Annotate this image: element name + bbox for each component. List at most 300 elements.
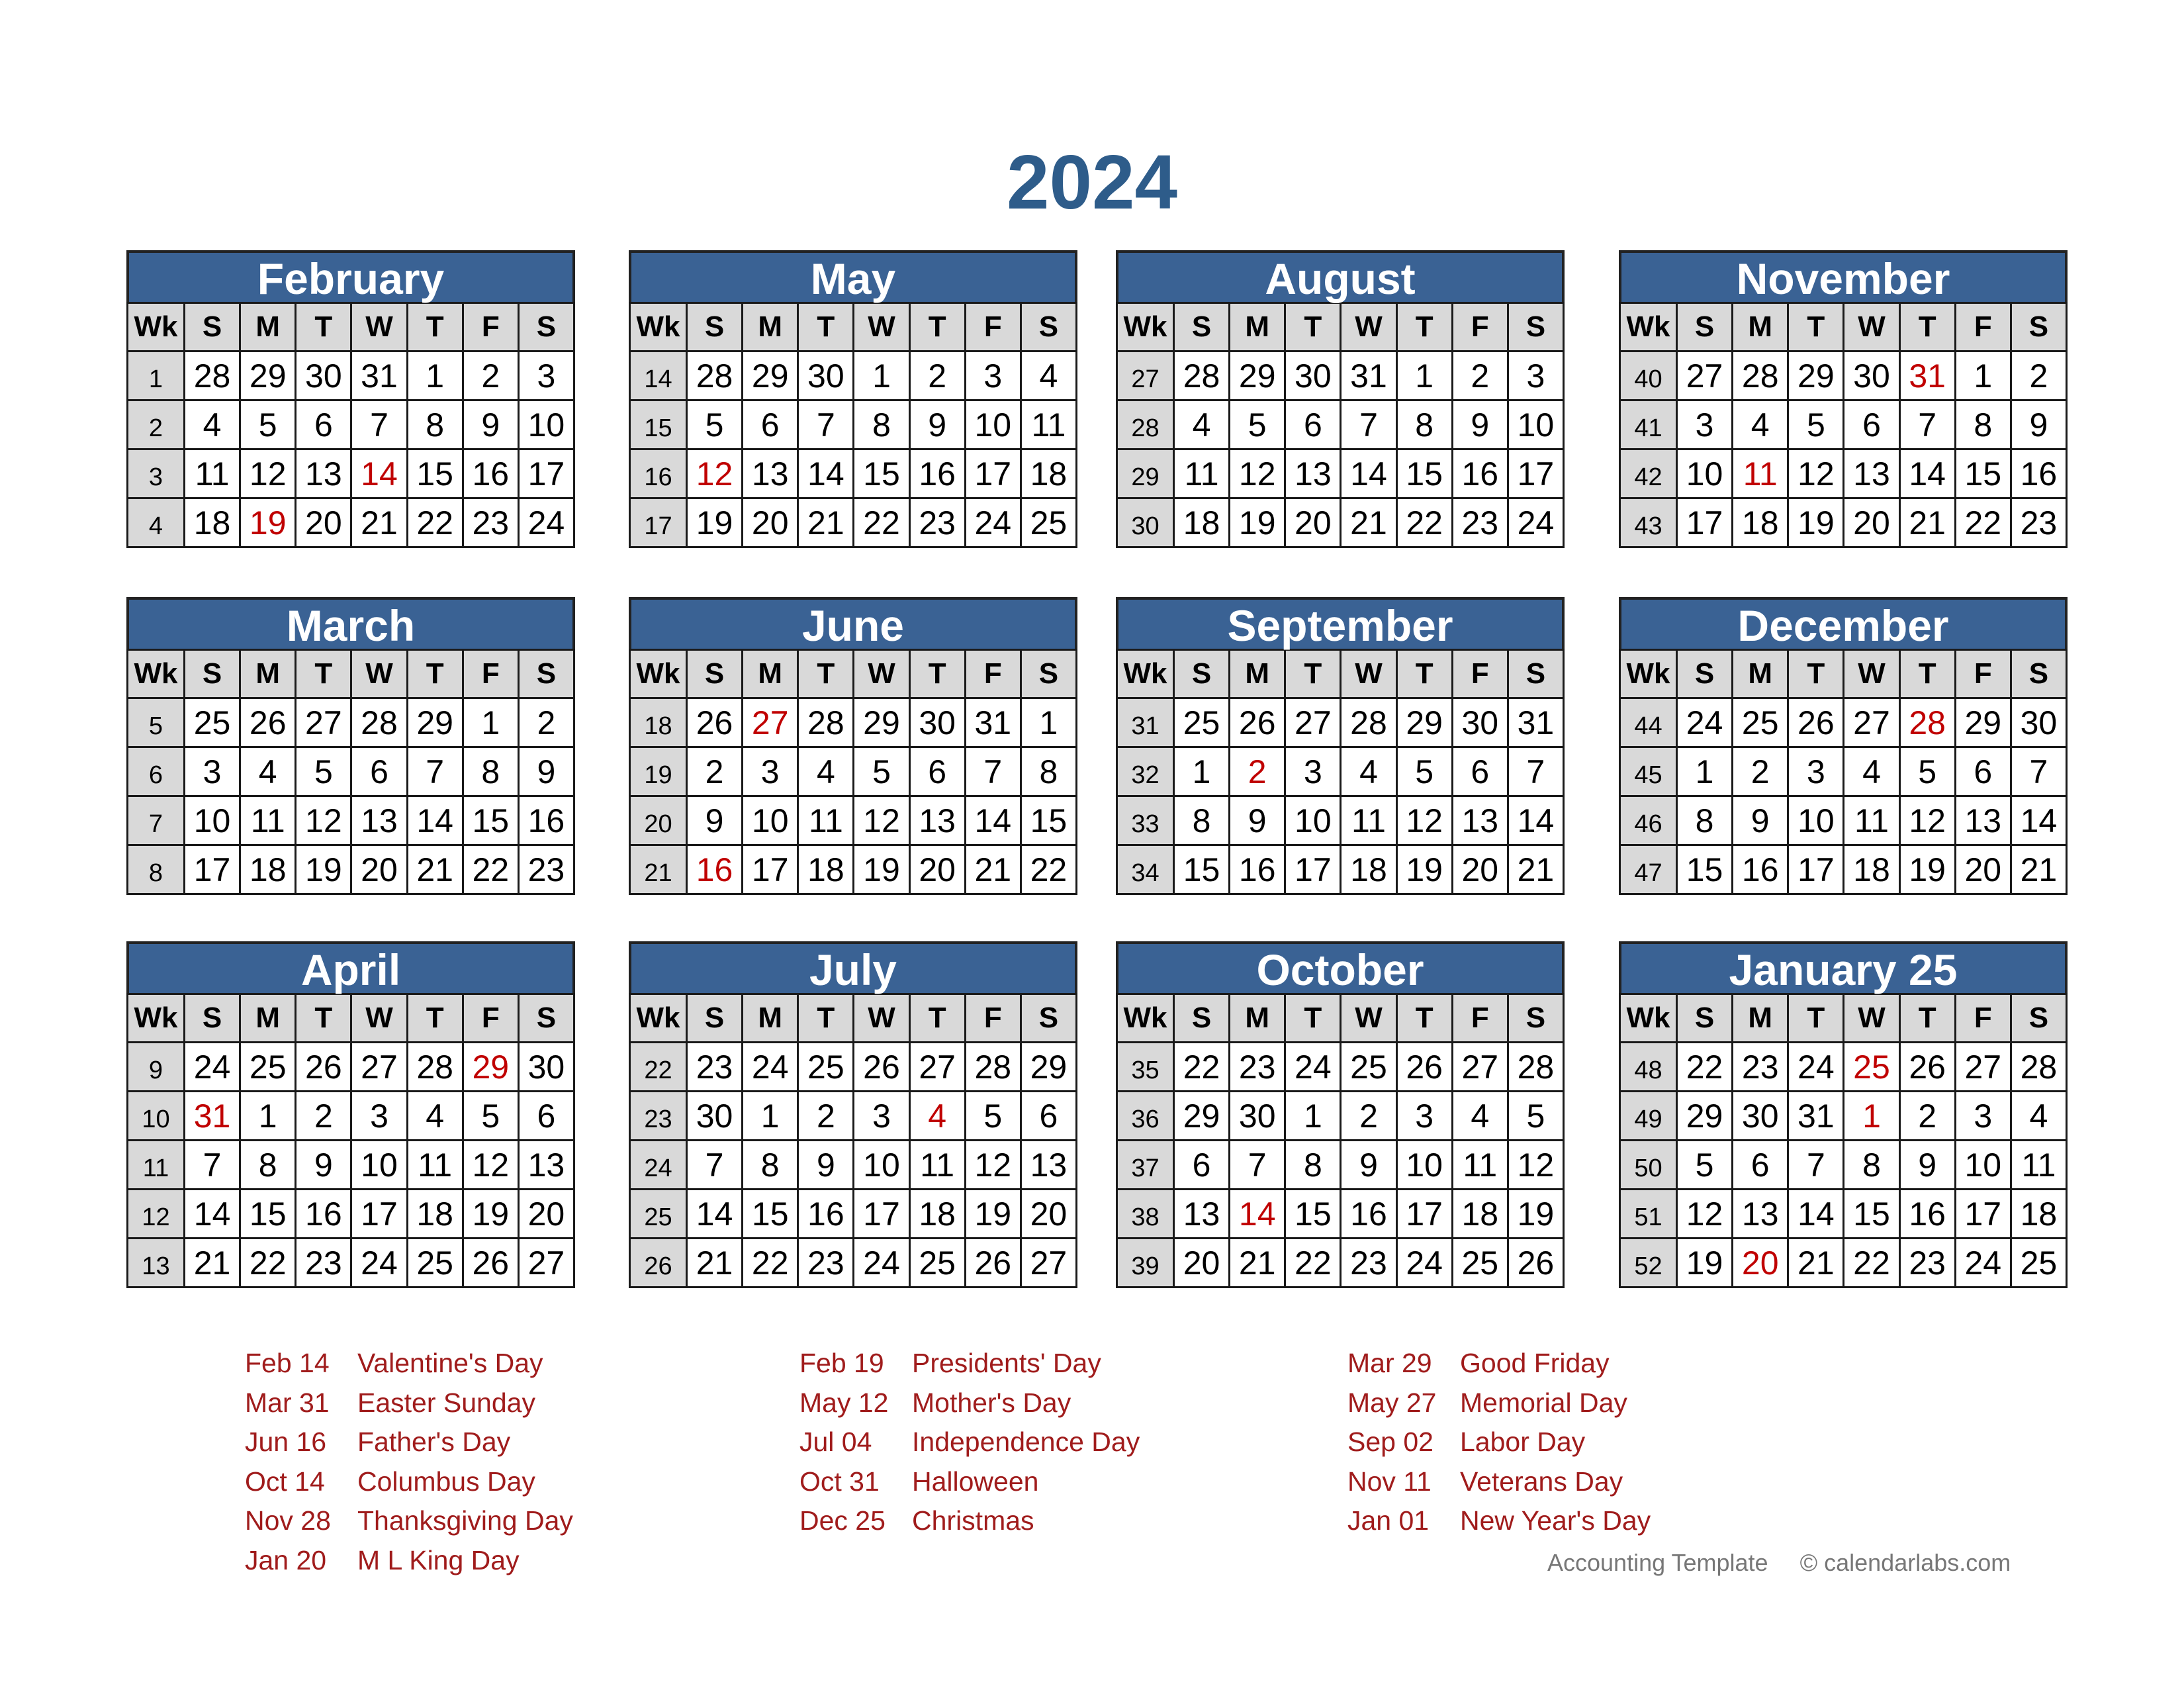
holiday-date: Mar 29	[1347, 1348, 1432, 1378]
day-cell: 10	[1508, 400, 1563, 449]
day-cell: 29	[1955, 698, 2011, 747]
page-title: 2024	[1006, 139, 1178, 225]
day-cell: 25	[798, 1043, 854, 1092]
footer-credit: © calendarlabs.com	[1799, 1549, 2011, 1576]
day-cell: 30	[518, 1043, 574, 1092]
week-number: 52	[1620, 1239, 1677, 1288]
day-cell: 1	[1285, 1092, 1341, 1141]
holiday-date: Dec 25	[799, 1505, 886, 1536]
day-cell: 19	[1396, 845, 1452, 894]
month-table	[126, 302, 575, 548]
day-cell: 17	[1955, 1190, 2011, 1239]
day-cell: 23	[909, 498, 965, 547]
day-cell: 5	[1230, 400, 1285, 449]
weekday-header: W	[1844, 303, 1899, 352]
weekday-header: T	[909, 303, 965, 352]
holiday-date: Feb 14	[245, 1348, 330, 1378]
day-cell: 24	[351, 1239, 407, 1288]
day-cell: 1	[1955, 352, 2011, 400]
weekday-header: F	[965, 303, 1021, 352]
day-cell: 3	[1396, 1092, 1452, 1141]
month-name: October	[1116, 941, 1565, 993]
day-cell: 28	[2011, 1043, 2066, 1092]
day-cell: 5	[687, 400, 743, 449]
week-number: 29	[1117, 449, 1174, 498]
day-cell-holiday: 31	[185, 1092, 240, 1141]
month-calendar	[1116, 941, 1565, 1288]
day-cell: 19	[1899, 845, 1955, 894]
day-cell: 9	[296, 1141, 351, 1190]
day-cell: 18	[407, 1190, 463, 1239]
holiday-item	[245, 1501, 573, 1541]
day-cell: 1	[854, 352, 909, 400]
holiday-column	[1347, 1344, 1651, 1541]
day-cell: 16	[1230, 845, 1285, 894]
day-cell: 7	[1508, 747, 1563, 796]
day-cell: 2	[463, 352, 518, 400]
day-cell: 11	[909, 1141, 965, 1190]
day-cell: 2	[1899, 1092, 1955, 1141]
weekday-header: S	[185, 303, 240, 352]
day-cell: 14	[687, 1190, 743, 1239]
day-cell: 16	[463, 449, 518, 498]
weekday-header: F	[965, 650, 1021, 698]
month-table	[629, 993, 1077, 1288]
week-number: 9	[128, 1043, 185, 1092]
week-row	[1620, 1239, 2067, 1288]
week-row	[1620, 352, 2067, 400]
day-cell: 4	[1174, 400, 1230, 449]
weekday-header: F	[1452, 303, 1508, 352]
day-cell: 11	[1844, 796, 1899, 845]
day-cell-holiday: 2	[1230, 747, 1285, 796]
week-number: 33	[1117, 796, 1174, 845]
day-cell: 15	[407, 449, 463, 498]
day-cell: 4	[1021, 352, 1076, 400]
day-cell: 30	[2011, 698, 2066, 747]
day-cell: 26	[296, 1043, 351, 1092]
holiday-date: Nov 28	[245, 1505, 331, 1536]
day-cell: 19	[1677, 1239, 1733, 1288]
day-cell: 21	[1788, 1239, 1844, 1288]
month-calendar	[629, 597, 1077, 895]
week-number: 14	[630, 352, 687, 400]
day-cell-holiday: 25	[1844, 1043, 1899, 1092]
footer-template-label: Accounting Template	[1547, 1549, 1768, 1576]
holiday-name: New Year's Day	[1460, 1505, 1651, 1536]
day-cell: 5	[463, 1092, 518, 1141]
day-cell: 29	[1788, 352, 1844, 400]
day-cell: 8	[1677, 796, 1733, 845]
day-cell: 1	[1021, 698, 1076, 747]
weekday-header: S	[518, 303, 574, 352]
day-cell: 2	[518, 698, 574, 747]
week-number: 42	[1620, 449, 1677, 498]
day-cell: 5	[296, 747, 351, 796]
day-cell: 15	[1396, 449, 1452, 498]
day-cell: 9	[1733, 796, 1788, 845]
day-cell: 17	[351, 1190, 407, 1239]
week-row	[1620, 1092, 2067, 1141]
day-cell: 15	[1285, 1190, 1341, 1239]
day-cell: 10	[1396, 1141, 1452, 1190]
day-cell: 6	[1174, 1141, 1230, 1190]
day-cell: 12	[296, 796, 351, 845]
day-cell: 15	[854, 449, 909, 498]
day-cell-holiday: 14	[351, 449, 407, 498]
holiday-date: May 27	[1347, 1387, 1437, 1418]
day-cell: 28	[687, 352, 743, 400]
day-cell: 15	[463, 796, 518, 845]
day-cell: 3	[1677, 400, 1733, 449]
weekday-header: W	[351, 994, 407, 1043]
week-number: 48	[1620, 1043, 1677, 1092]
day-cell: 24	[1677, 698, 1733, 747]
day-cell: 21	[687, 1239, 743, 1288]
day-cell: 29	[1174, 1092, 1230, 1141]
day-cell: 8	[407, 400, 463, 449]
weekday-header: W	[1341, 303, 1396, 352]
week-row	[630, 845, 1077, 894]
week-number-header: Wk	[630, 650, 687, 698]
day-cell: 17	[965, 449, 1021, 498]
day-cell: 6	[518, 1092, 574, 1141]
day-cell: 23	[1899, 1239, 1955, 1288]
day-cell: 24	[1285, 1043, 1341, 1092]
day-cell: 8	[240, 1141, 296, 1190]
day-cell: 5	[1788, 400, 1844, 449]
week-row	[1117, 1092, 1564, 1141]
day-cell: 14	[1899, 449, 1955, 498]
day-cell: 3	[518, 352, 574, 400]
weekday-header: T	[1899, 650, 1955, 698]
day-cell: 19	[463, 1190, 518, 1239]
day-cell: 9	[1899, 1141, 1955, 1190]
week-number: 26	[630, 1239, 687, 1288]
day-cell: 26	[965, 1239, 1021, 1288]
day-cell: 29	[743, 352, 798, 400]
month-table	[629, 302, 1077, 548]
month-name: December	[1619, 597, 2068, 649]
day-cell: 30	[1452, 698, 1508, 747]
day-cell: 1	[463, 698, 518, 747]
week-number: 18	[630, 698, 687, 747]
day-cell: 26	[1899, 1043, 1955, 1092]
week-row	[1620, 796, 2067, 845]
day-cell: 7	[2011, 747, 2066, 796]
day-cell: 20	[296, 498, 351, 547]
holiday-item	[799, 1383, 1140, 1423]
day-cell: 25	[1452, 1239, 1508, 1288]
day-cell: 3	[854, 1092, 909, 1141]
day-cell: 12	[463, 1141, 518, 1190]
holiday-date: Sep 02	[1347, 1427, 1433, 1457]
weekday-header: T	[1396, 994, 1452, 1043]
day-cell: 14	[1341, 449, 1396, 498]
weekday-header: S	[1508, 303, 1563, 352]
day-cell: 14	[407, 796, 463, 845]
week-row	[630, 1239, 1077, 1288]
day-cell: 6	[1285, 400, 1341, 449]
day-cell: 8	[854, 400, 909, 449]
holiday-item	[1347, 1501, 1651, 1541]
day-cell: 11	[240, 796, 296, 845]
day-cell: 1	[407, 352, 463, 400]
week-number: 5	[128, 698, 185, 747]
week-row	[630, 796, 1077, 845]
holiday-name: Christmas	[912, 1505, 1034, 1536]
week-row	[1620, 845, 2067, 894]
day-cell: 24	[965, 498, 1021, 547]
day-cell: 23	[798, 1239, 854, 1288]
day-cell: 5	[1677, 1141, 1733, 1190]
weekday-header: M	[240, 994, 296, 1043]
day-cell: 28	[798, 698, 854, 747]
holiday-name: Good Friday	[1460, 1348, 1610, 1378]
week-row	[1117, 352, 1564, 400]
weekday-header: W	[351, 303, 407, 352]
week-row	[1117, 1141, 1564, 1190]
day-cell: 2	[687, 747, 743, 796]
day-cell: 23	[518, 845, 574, 894]
day-cell: 18	[185, 498, 240, 547]
week-row	[128, 747, 574, 796]
day-cell: 23	[687, 1043, 743, 1092]
day-cell: 13	[518, 1141, 574, 1190]
holiday-item	[799, 1344, 1140, 1383]
weekday-header: M	[743, 303, 798, 352]
day-cell: 17	[518, 449, 574, 498]
holiday-item	[1347, 1344, 1651, 1383]
week-row	[1620, 498, 2067, 547]
day-cell: 28	[1733, 352, 1788, 400]
weekday-header: S	[1677, 303, 1733, 352]
weekday-header: M	[1733, 994, 1788, 1043]
day-cell: 18	[1844, 845, 1899, 894]
day-cell: 5	[240, 400, 296, 449]
day-cell: 20	[909, 845, 965, 894]
day-cell: 28	[1341, 698, 1396, 747]
day-cell: 4	[1341, 747, 1396, 796]
weekday-header: T	[798, 994, 854, 1043]
day-cell: 19	[1508, 1190, 1563, 1239]
day-cell: 30	[1844, 352, 1899, 400]
week-row	[128, 400, 574, 449]
week-number: 24	[630, 1141, 687, 1190]
day-cell: 21	[407, 845, 463, 894]
day-cell: 17	[1396, 1190, 1452, 1239]
week-row	[630, 498, 1077, 547]
day-cell: 2	[1341, 1092, 1396, 1141]
holiday-item	[245, 1541, 573, 1581]
day-cell: 10	[1955, 1141, 2011, 1190]
day-cell-holiday: 29	[463, 1043, 518, 1092]
week-number-header: Wk	[1117, 303, 1174, 352]
week-number-header: Wk	[128, 994, 185, 1043]
day-cell: 17	[1677, 498, 1733, 547]
day-cell: 20	[1955, 845, 2011, 894]
day-cell: 1	[240, 1092, 296, 1141]
day-cell: 24	[1788, 1043, 1844, 1092]
weekday-header: S	[518, 650, 574, 698]
weekday-header: T	[1788, 650, 1844, 698]
week-number: 12	[128, 1190, 185, 1239]
week-row	[128, 1043, 574, 1092]
day-cell: 6	[296, 400, 351, 449]
day-cell: 4	[240, 747, 296, 796]
day-cell: 20	[1174, 1239, 1230, 1288]
week-row	[128, 1141, 574, 1190]
day-cell: 12	[1899, 796, 1955, 845]
day-cell: 20	[1844, 498, 1899, 547]
day-cell: 26	[240, 698, 296, 747]
weekday-header: W	[854, 994, 909, 1043]
month-name: September	[1116, 597, 1565, 649]
day-cell: 8	[1844, 1141, 1899, 1190]
day-cell: 25	[1341, 1043, 1396, 1092]
weekday-header: T	[1285, 650, 1341, 698]
week-row	[630, 352, 1077, 400]
day-cell-holiday: 16	[687, 845, 743, 894]
month-calendar	[1619, 941, 2068, 1288]
day-cell: 11	[1452, 1141, 1508, 1190]
day-cell: 12	[1788, 449, 1844, 498]
day-cell: 6	[743, 400, 798, 449]
day-cell-holiday: 27	[743, 698, 798, 747]
day-cell: 24	[743, 1043, 798, 1092]
week-row	[1117, 845, 1564, 894]
day-cell: 21	[185, 1239, 240, 1288]
week-number: 39	[1117, 1239, 1174, 1288]
day-cell: 13	[1955, 796, 2011, 845]
day-cell: 11	[2011, 1141, 2066, 1190]
day-cell: 25	[240, 1043, 296, 1092]
day-cell: 31	[1508, 698, 1563, 747]
day-cell: 24	[854, 1239, 909, 1288]
day-cell: 22	[1396, 498, 1452, 547]
week-number: 23	[630, 1092, 687, 1141]
day-cell-holiday: 14	[1230, 1190, 1285, 1239]
weekday-header: S	[518, 994, 574, 1043]
month-calendar	[1116, 597, 1565, 895]
day-cell: 26	[1230, 698, 1285, 747]
day-cell: 12	[1230, 449, 1285, 498]
week-number-header: Wk	[1620, 303, 1677, 352]
day-cell: 15	[1955, 449, 2011, 498]
week-number: 1	[128, 352, 185, 400]
month-calendar	[629, 250, 1077, 548]
week-number: 31	[1117, 698, 1174, 747]
month-calendar	[1619, 597, 2068, 895]
day-cell: 29	[1396, 698, 1452, 747]
day-cell: 6	[1733, 1141, 1788, 1190]
day-cell: 22	[1844, 1239, 1899, 1288]
day-cell: 20	[518, 1190, 574, 1239]
weekday-header: S	[687, 303, 743, 352]
day-cell: 25	[1021, 498, 1076, 547]
day-cell: 8	[743, 1141, 798, 1190]
day-cell: 10	[351, 1141, 407, 1190]
holiday-name: Presidents' Day	[912, 1348, 1101, 1378]
weekday-header: S	[1021, 994, 1076, 1043]
day-cell: 10	[1788, 796, 1844, 845]
day-cell: 22	[1021, 845, 1076, 894]
day-cell: 30	[687, 1092, 743, 1141]
day-cell: 15	[1844, 1190, 1899, 1239]
weekday-header: M	[1230, 650, 1285, 698]
day-cell-holiday: 20	[1733, 1239, 1788, 1288]
day-cell: 8	[1285, 1141, 1341, 1190]
day-cell-holiday: 28	[1899, 698, 1955, 747]
day-cell: 21	[798, 498, 854, 547]
week-number: 50	[1620, 1141, 1677, 1190]
day-cell: 14	[2011, 796, 2066, 845]
day-cell: 26	[1788, 698, 1844, 747]
day-cell: 17	[1788, 845, 1844, 894]
day-cell: 4	[185, 400, 240, 449]
day-cell: 25	[909, 1239, 965, 1288]
weekday-header: T	[407, 994, 463, 1043]
day-cell: 29	[407, 698, 463, 747]
day-cell: 19	[296, 845, 351, 894]
week-row	[630, 747, 1077, 796]
weekday-header: S	[1021, 303, 1076, 352]
day-cell-holiday: 1	[1844, 1092, 1899, 1141]
week-row	[1620, 400, 2067, 449]
day-cell: 27	[1955, 1043, 2011, 1092]
day-cell: 17	[185, 845, 240, 894]
week-row	[128, 1239, 574, 1288]
week-row	[1117, 1239, 1564, 1288]
day-cell: 16	[798, 1190, 854, 1239]
day-cell: 16	[1341, 1190, 1396, 1239]
day-cell: 27	[1285, 698, 1341, 747]
week-row	[630, 1190, 1077, 1239]
day-cell: 6	[1955, 747, 2011, 796]
weekday-header: F	[1955, 303, 2011, 352]
holiday-item	[245, 1423, 573, 1462]
weekday-header: F	[463, 303, 518, 352]
holiday-date: Jul 04	[799, 1427, 872, 1457]
month-name: February	[126, 250, 575, 302]
holiday-date: Jan 20	[245, 1544, 327, 1575]
week-number: 6	[128, 747, 185, 796]
week-number: 19	[630, 747, 687, 796]
month-table	[1619, 649, 2068, 895]
day-cell: 2	[798, 1092, 854, 1141]
day-cell: 7	[351, 400, 407, 449]
week-number-header: Wk	[1620, 650, 1677, 698]
day-cell: 24	[1955, 1239, 2011, 1288]
day-cell: 2	[2011, 352, 2066, 400]
holiday-name: Columbus Day	[357, 1466, 535, 1497]
holiday-name: M L King Day	[357, 1544, 520, 1575]
weekday-header: W	[854, 650, 909, 698]
week-row	[1620, 1043, 2067, 1092]
weekday-header: T	[1788, 303, 1844, 352]
weekday-header: T	[909, 650, 965, 698]
day-cell: 19	[854, 845, 909, 894]
day-cell: 21	[2011, 845, 2066, 894]
day-cell: 18	[1452, 1190, 1508, 1239]
day-cell: 27	[909, 1043, 965, 1092]
day-cell-holiday: 31	[1899, 352, 1955, 400]
week-number: 46	[1620, 796, 1677, 845]
weekday-header: W	[1844, 650, 1899, 698]
day-cell: 10	[185, 796, 240, 845]
day-cell: 10	[965, 400, 1021, 449]
day-cell: 27	[351, 1043, 407, 1092]
